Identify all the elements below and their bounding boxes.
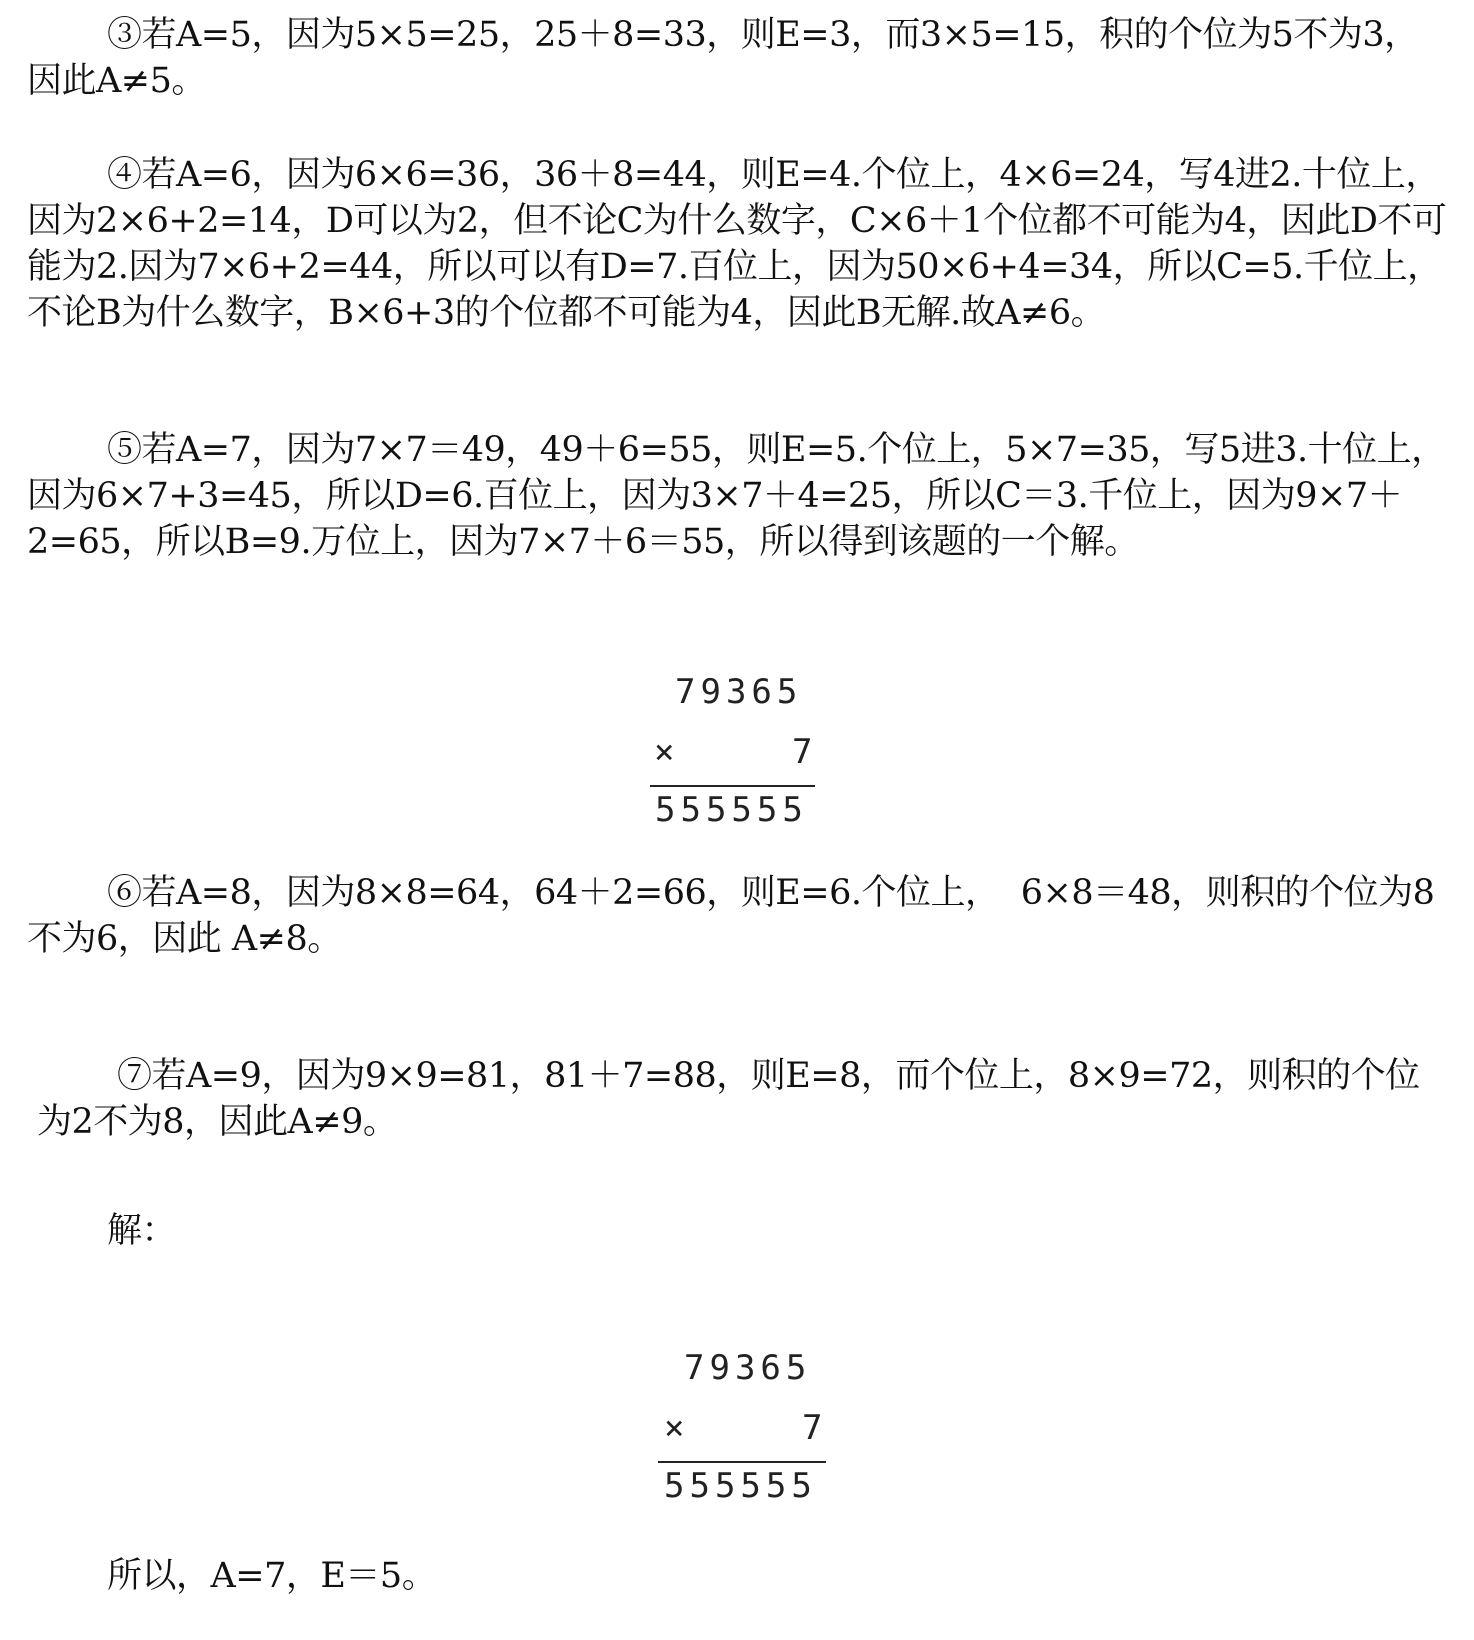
result-line: [658, 1461, 826, 1463]
multiplicand: 79365: [675, 672, 803, 712]
times-sign: ×: [664, 1408, 690, 1448]
conclusion: 所以，A=7，E＝5。: [107, 1556, 437, 1596]
paragraph-case-a5: ③若A=5，因为5×5=25，25＋8=33，则E=3，而3×5=15，积的个位为5不为3，因此A≠5。: [27, 15, 1419, 101]
solution-label: 解：: [107, 1211, 177, 1251]
result-line: [650, 785, 815, 787]
multiplier: 7: [792, 732, 818, 772]
paragraph-case-a6: ④若A=6，因为6×6=36，36＋8=44，则E=4.个位上，4×6=24，写4进2.十位上，因为2×6+2=14，D可以为2，但不论C为什么数字，C×6＋1个位都不可能为4，因此D不可能为2.因为7×6+2=44，所以可以有D=7.百位上，因为50×6+4=34，所以C=5.千位上，不论B为什么数字，B×6+3的个位都不可能为4，因此B无解.故A≠6。: [27, 155, 1447, 333]
product: 555555: [655, 790, 808, 830]
paragraph-case-a9: ⑦若A=9，因为9×9=81，81＋7=88，则E=8，而个位上，8×9=72，则积的个位为2不为8，因此A≠9。: [37, 1056, 1420, 1142]
paragraph-case-a7: ⑤若A=7，因为7×7＝49，49＋6=55，则E=5.个位上，5×7=35，写5进3.十位上，因为6×7+3=45，所以D=6.百位上，因为3×7＋4=25，所以C＝3.千位上，因为9×7＋2=65，所以B=9.万位上，因为7×7＋6＝55，所以得到该题的一个解。: [27, 430, 1446, 562]
multiplicand: 79365: [684, 1348, 812, 1388]
multiplier: 7: [802, 1408, 828, 1448]
product: 555555: [664, 1466, 817, 1506]
times-sign: ×: [654, 732, 680, 772]
paragraph-case-a8: ⑥若A=8，因为8×8=64，64＋2=66，则E=6.个位上， 6×8＝48，则积的个位为8不为6，因此 A≠8。: [27, 873, 1435, 959]
